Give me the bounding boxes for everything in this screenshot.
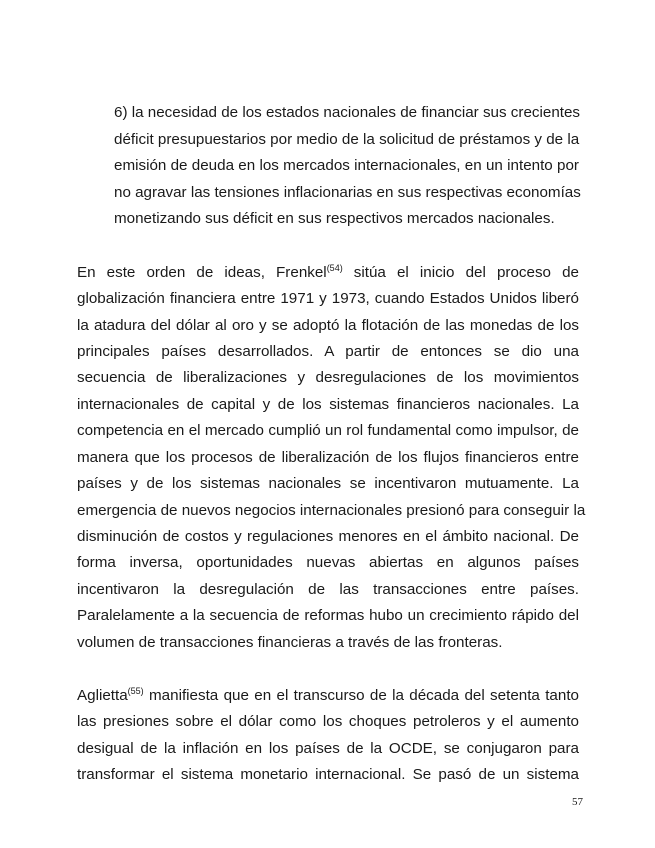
text-line: las presiones sobre el dólar como los choques petroleros y el aumento <box>77 713 579 730</box>
text-line: volumen de transacciones financieras a través de las fronteras. <box>77 634 503 651</box>
text-line: emisión de deuda en los mercados internacionales, en un intento por <box>114 157 579 174</box>
text-line: emergencia de nuevos negocios internacionales presionó para conseguir la <box>77 502 586 519</box>
text-run: sitúa el inicio del proceso de <box>342 264 579 281</box>
text-line: déficit presupuestarios por medio de la solicitud de préstamos y de la <box>114 131 580 148</box>
text-line: principales países desarrollados. A partir de entonces se dio una <box>77 343 579 360</box>
text-line: manera que los procesos de liberalización de los flujos financieros entre <box>77 449 579 466</box>
text-line: internacionales de capital y de los sistemas financieros nacionales. La <box>77 396 579 413</box>
footnote-reference: (54) <box>326 263 343 273</box>
text-run: En este orden de ideas, Frenkel <box>77 264 327 281</box>
text-run: Aglietta <box>77 687 128 704</box>
text-line: desigual de la inflación en los países de la OCDE, se conjugaron para <box>77 740 579 757</box>
footnote-reference: (55) <box>127 686 144 696</box>
page-number: 57 <box>572 796 583 808</box>
text-line: la atadura del dólar al oro y se adoptó la flotación de las monedas de los <box>77 317 579 334</box>
text-line: secuencia de liberalizaciones y desregulaciones de los movimientos <box>77 369 579 386</box>
text-line: monetizando sus déficit en sus respectivos mercados nacionales. <box>114 210 555 227</box>
text-line: incentivaron la desregulación de las transacciones entre países. <box>77 581 579 598</box>
text-line: Paralelamente a la secuencia de reformas hubo un crecimiento rápido del <box>77 607 579 624</box>
text-run: manifiesta que en el transcurso de la década del setenta tanto <box>143 687 579 704</box>
text-line: disminución de costos y regulaciones menores en el ámbito nacional. De <box>77 528 579 545</box>
text-line: forma inversa, oportunidades nuevas abiertas en algunos países <box>77 554 579 571</box>
text-line: transformar el sistema monetario internacional. Se pasó de un sistema <box>77 766 579 783</box>
text-line: competencia en el mercado cumplió un rol fundamental como impulsor, de <box>77 422 579 439</box>
text-line <box>77 264 579 282</box>
text-line: países y de los sistemas nacionales se incentivaron mutuamente. La <box>77 475 579 492</box>
text-line <box>77 687 579 705</box>
text-line: 6) la necesidad de los estados nacionales de financiar sus crecientes <box>114 104 581 121</box>
text-line: no agravar las tensiones inflacionarias en sus respectivas economías <box>114 184 581 201</box>
text-line: globalización financiera entre 1971 y 1973, cuando Estados Unidos liberó <box>77 290 579 307</box>
